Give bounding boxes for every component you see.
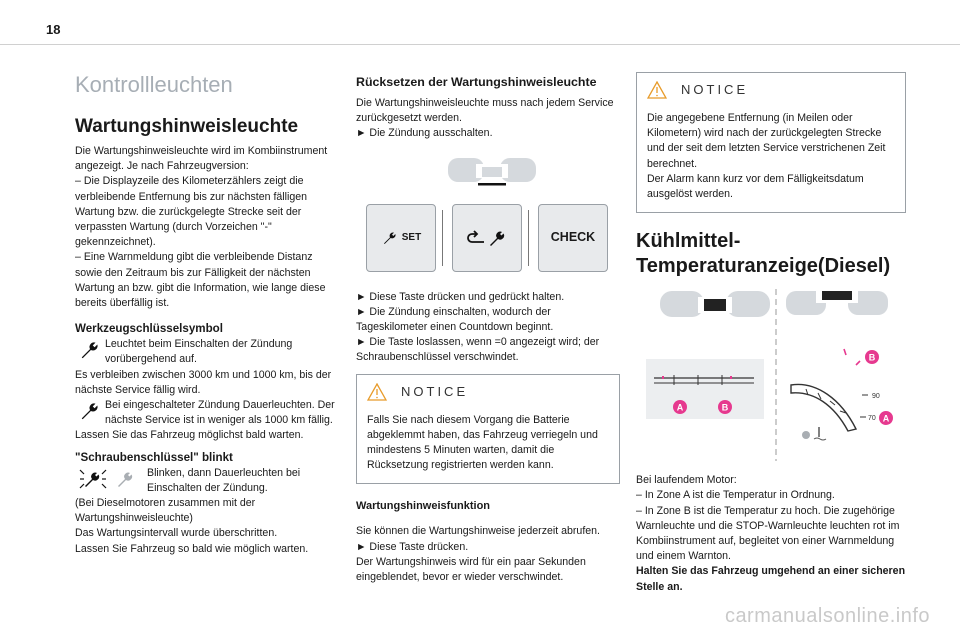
check-button-label: CHECK [550, 230, 596, 244]
notice-distance [636, 72, 906, 213]
button-divider [528, 210, 529, 266]
coolant-temp-icon [814, 427, 826, 440]
button-divider [442, 210, 443, 266]
wrench-steady-text: Bei eingeschalteter Zündung Dauerleuchten. Der nächste Service ist in weniger als 1000 km fällig. [105, 399, 335, 427]
coolant-body-3: – In Zone B ist die Temperatur zu hoch. Die zugehörige Warnleuchte und die STOP-Warnleuchte leuchten rot im Kombiinstrument auf, begleitet von einer Warnmeldung und einem Warnton. [636, 504, 900, 563]
heading-service-indicator: Wartungshinweisleuchte [75, 116, 299, 137]
set-button[interactable] [366, 204, 436, 272]
intro-line-2: – Die Displayzeile des Kilometerzählers zeigt die verbleibende Entfernung bis zur nächsten fälligen Wartung bzw. die zurückgelegte Strecke seit der verpassten Wartung (durch Vorzeichen "-" gekennzeichnet). [75, 175, 308, 249]
column-3 [636, 72, 906, 595]
reset-step-ignition-off: ► Die Zündung ausschalten. [356, 127, 493, 140]
coolant-warning: Halten Sie das Fahrzeug umgehend an einer sicheren Stelle an. [636, 565, 906, 593]
wrench-on-detail: Es verbleiben zwischen 3000 km und 1000 km, bis der nächste Service fällig wird. [75, 368, 332, 396]
coolant-figure [636, 289, 906, 461]
intro-line-3: – Eine Warnmeldung gibt die verbleibende Distanz sowie den Zeitraum bis zur Fälligkeit der nächsten Wartung an bzw. gibt die Information, wie lange diese bereits überfällig ist. [75, 251, 326, 310]
gauge-label-70: 70 [868, 415, 876, 423]
watermark: carmanualsonline.info [724, 605, 930, 627]
wrench-icon [75, 337, 105, 363]
column-1 [75, 72, 337, 557]
top-divider [0, 44, 960, 45]
wrench-icon [75, 398, 105, 424]
intro-line-1: Die Wartungshinweisleuchte wird im Kombiinstrument angezeigt. Je nach Fahrzeugversion: [75, 145, 328, 173]
zone-a-marker: A [676, 402, 684, 413]
coolant-gauge-diagram [636, 289, 906, 461]
notice-header [367, 383, 609, 401]
section-title: Kontrollleuchten [75, 72, 233, 97]
blink-row [75, 466, 337, 496]
reset-figure [356, 154, 620, 284]
warning-triangle-icon [367, 383, 387, 401]
coolant-heading: Kühlmittel-Temperaturanzeige(Diesel) [636, 230, 891, 278]
function-heading: Wartungshinweisfunktion [356, 500, 491, 513]
coolant-body-1: Bei laufendem Motor: [636, 474, 737, 487]
reset-intro: Die Wartungshinweisleuchte muss nach jedem Service zurückgesetzt werden. [356, 97, 614, 125]
wrench-steady-detail: Lassen Sie das Fahrzeug möglichst bald warten. [75, 429, 304, 442]
reset-heading: Rücksetzen der Wartungshinweisleuchte [356, 75, 597, 89]
reset-step-press-hold: ► Diese Taste drücken und gedrückt halten. [356, 290, 565, 303]
notice-header [647, 81, 895, 99]
blink-text: Blinken, dann Dauerleuchten bei Einschalten der Zündung. [147, 466, 301, 494]
notice-text: Falls Sie nach diesem Vorgang die Batterie abgeklemmt haben, das Fahrzeug verriegeln und mindestens 5 Minuten warten, damit die Rücksetzung registrierten werden kann. [367, 413, 598, 472]
wrench-icon [381, 230, 399, 246]
warning-triangle-icon [647, 81, 667, 99]
notice-text-2: Der Alarm kann kurz vor dem Fälligkeitsdatum ausgelöst werden. [647, 172, 864, 201]
notice-battery [356, 374, 620, 485]
function-text-3: Der Wartungshinweis wird für ein paar Sekunden eingeblendet, bevor er wieder verschwindet. [356, 555, 586, 584]
notice-label: NOTICE [681, 82, 749, 98]
dial-zone-b-marker: B [868, 352, 876, 363]
blink-detail-1: (Bei Dieselmotoren zusammen mit der Wartungshinweisleuchte) [75, 497, 256, 525]
blink-detail-3: Lassen Sie Fahrzeug so bald wie möglich warten. [75, 542, 309, 555]
wrench-on-row [75, 337, 337, 367]
notice-label: NOTICE [401, 384, 469, 400]
function-text-1: Sie können die Wartungshinweise jederzeit abrufen. [356, 525, 600, 538]
blink-detail-2: Das Wartungsintervall wurde überschritten. [75, 527, 278, 540]
instrument-cluster-icon [446, 154, 538, 188]
function-text-2: ► Diese Taste drücken. [356, 540, 469, 553]
reset-step-ignition-on: ► Die Zündung einschalten, wodurch der Tageskilometer einen Countdown beginnt. [356, 305, 554, 334]
reset-arrow-wrench-icon [466, 229, 508, 247]
zone-b-marker: B [721, 402, 729, 413]
wrench-steady-row [75, 398, 337, 428]
set-button-label: SET [401, 232, 422, 243]
blink-heading: "Schraubenschlüssel" blinkt [75, 450, 233, 464]
column-2 [356, 72, 620, 585]
reset-step-release: ► Die Taste loslassen, wenn =0 angezeigt wird; der Schraubenschlüssel verschwindet. [356, 336, 600, 364]
wrench-heading: Werkzeugschlüsselsymbol [75, 322, 223, 336]
gauge-label-90: 90 [872, 393, 880, 401]
wrench-on-text: Leuchtet beim Einschalten der Zündung vorübergehend auf. [105, 338, 293, 366]
dial-zone-a-marker: A [882, 413, 890, 424]
coolant-body-2: – In Zone A ist die Temperatur in Ordnung. [636, 489, 835, 502]
wrench-blink-icons [75, 466, 147, 492]
reset-wrench-button[interactable] [452, 204, 522, 272]
page-number: 18 [46, 22, 61, 37]
notice-text-1: Die angegebene Entfernung (in Meilen oder Kilometern) wird nach der zurückgelegten Strecke und der seit dem letzten Service verstrichenen Zeit berechnet. [647, 112, 886, 170]
check-button[interactable] [538, 204, 608, 272]
